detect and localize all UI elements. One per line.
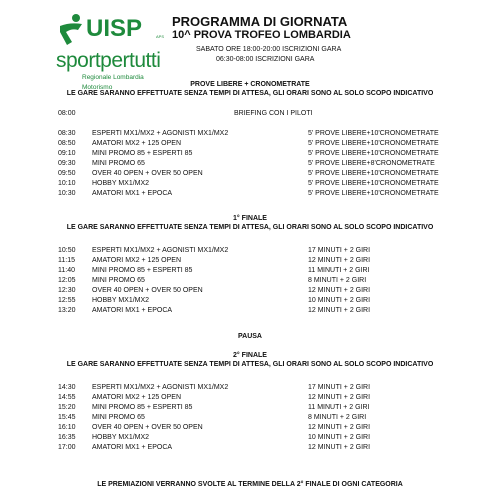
row-time: 11:40 xyxy=(58,267,75,274)
briefing-row xyxy=(0,109,500,119)
row-class: MINI PROMO 65 xyxy=(92,414,145,421)
row-class: ESPERTI MX1/MX2 + AGONISTI MX1/MX2 xyxy=(92,384,229,391)
registration-info-sunday: 06:30-08:00 ISCRIZIONI GARA xyxy=(216,56,315,63)
table-row xyxy=(0,423,500,433)
row-class: OVER 40 OPEN + OVER 50 OPEN xyxy=(92,170,203,177)
row-time: 12:55 xyxy=(58,297,76,304)
row-class: MINI PROMO 85 + ESPERTI 85 xyxy=(92,267,193,274)
table-row xyxy=(0,443,500,453)
row-time: 08:50 xyxy=(58,140,76,147)
row-time: 09:10 xyxy=(58,150,76,157)
row-time: 17:00 xyxy=(58,444,76,451)
table-row xyxy=(0,189,500,199)
logo-region: Regionale Lombardia xyxy=(82,74,144,81)
table-row xyxy=(0,393,500,403)
row-class: HOBBY MX1/MX2 xyxy=(92,297,150,304)
row-class: AMATORI MX2 + 125 OPEN xyxy=(92,140,182,147)
row-time: 10:30 xyxy=(58,190,76,197)
row-format: 5' PROVE LIBERE+10'CRONOMETRATE xyxy=(308,170,439,177)
row-class: HOBBY MX1/MX2 xyxy=(92,434,150,441)
logo-tagline: sportpertutti xyxy=(56,49,161,72)
row-class: AMATORI MX1 + EPOCA xyxy=(92,307,173,314)
table-row xyxy=(0,433,500,443)
row-class: AMATORI MX1 + EPOCA xyxy=(92,190,173,197)
row-format: 5' PROVE LIBERE+10'CRONOMETRATE xyxy=(308,150,439,157)
briefing-label: BRIEFING CON I PILOTI xyxy=(234,110,313,117)
table-row xyxy=(0,276,500,286)
table-row xyxy=(0,179,500,189)
section2-note: LE GARE SARANNO EFFETTUATE SENZA TEMPI DI ATTESA, GLI ORARI SONO AL SOLO SCOPO INDICATIVO xyxy=(66,224,434,231)
row-format: 5' PROVE LIBERE+10'CRONOMETRATE xyxy=(308,140,439,147)
table-row xyxy=(0,129,500,139)
section2-heading: 1° FINALE xyxy=(233,215,267,222)
row-class: OVER 40 OPEN + OVER 50 OPEN xyxy=(92,424,203,431)
table-row xyxy=(0,296,500,306)
pause-label: PAUSA xyxy=(238,333,262,340)
table-row xyxy=(0,306,500,316)
row-class: ESPERTI MX1/MX2 + AGONISTI MX1/MX2 xyxy=(92,130,229,137)
table-row xyxy=(0,256,500,266)
row-time: 16:35 xyxy=(58,434,76,441)
logo-sector: Motorismo xyxy=(82,84,113,91)
row-time: 15:45 xyxy=(58,414,76,421)
registration-info-saturday: SABATO ORE 18:00-20:00 ISCRIZIONI GARA xyxy=(196,46,342,53)
row-class: HOBBY MX1/MX2 xyxy=(92,180,150,187)
uisp-figure-icon xyxy=(56,12,86,46)
table-row xyxy=(0,413,500,423)
row-format: 17 MINUTI + 2 GIRI xyxy=(308,384,371,391)
row-format: 12 MINUTI + 2 GIRI xyxy=(308,287,371,294)
section3-heading: 2° FINALE xyxy=(233,352,267,359)
row-format: 12 MINUTI + 2 GIRI xyxy=(308,444,371,451)
row-time: 14:30 xyxy=(58,384,76,391)
section1-heading: PROVE LIBERE + CRONOMETRATE xyxy=(190,81,310,88)
row-time: 12:30 xyxy=(58,287,76,294)
row-format: 11 MINUTI + 2 GIRI xyxy=(308,404,370,411)
row-format: 17 MINUTI + 2 GIRI xyxy=(308,247,371,254)
row-format: 12 MINUTI + 2 GIRI xyxy=(308,257,371,264)
row-time: 14:55 xyxy=(58,394,76,401)
table-row xyxy=(0,266,500,276)
row-format: 12 MINUTI + 2 GIRI xyxy=(308,394,371,401)
row-time: 15:20 xyxy=(58,404,76,411)
row-format: 5' PROVE LIBERE+10'CRONOMETRATE xyxy=(308,180,439,187)
section1-note: LE GARE SARANNO EFFETTUATE SENZA TEMPI DI ATTESA, GLI ORARI SONO AL SOLO SCOPO INDICATIVO xyxy=(66,90,434,97)
table-row xyxy=(0,149,500,159)
row-class: OVER 40 OPEN + OVER 50 OPEN xyxy=(92,287,203,294)
row-class: AMATORI MX2 + 125 OPEN xyxy=(92,257,182,264)
row-format: 5' PROVE LIBERE+8'CRONOMETRATE xyxy=(308,160,435,167)
row-time: 11:15 xyxy=(58,257,75,264)
row-class: AMATORI MX2 + 125 OPEN xyxy=(92,394,182,401)
table-row xyxy=(0,286,500,296)
row-time: 10:10 xyxy=(58,180,76,187)
row-time: 13:20 xyxy=(58,307,76,314)
row-class: MINI PROMO 85 + ESPERTI 85 xyxy=(92,404,193,411)
row-format: 5' PROVE LIBERE+10'CRONOMETRATE xyxy=(308,190,439,197)
row-format: 12 MINUTI + 2 GIRI xyxy=(308,424,371,431)
row-time: 09:50 xyxy=(58,170,76,177)
row-format: 8 MINUTI + 2 GIRI xyxy=(308,277,367,284)
row-time: 09:30 xyxy=(58,160,76,167)
row-format: 8 MINUTI + 2 GIRI xyxy=(308,414,367,421)
table-row xyxy=(0,169,500,179)
briefing-time: 08:00 xyxy=(58,110,76,117)
row-class: MINI PROMO 65 xyxy=(92,160,145,167)
page-subtitle: 10^ PROVA TROFEO LOMBARDIA xyxy=(172,29,351,41)
row-time: 12:05 xyxy=(58,277,76,284)
table-row xyxy=(0,246,500,256)
row-format: 10 MINUTI + 2 GIRI xyxy=(308,434,371,441)
row-class: AMATORI MX1 + EPOCA xyxy=(92,444,173,451)
page-title: PROGRAMMA DI GIORNATA xyxy=(172,14,348,29)
logo-registered: APS xyxy=(156,34,165,39)
row-time: 10:50 xyxy=(58,247,76,254)
logo-brand: UISP xyxy=(86,15,143,42)
table-row xyxy=(0,403,500,413)
row-format: 5' PROVE LIBERE+10'CRONOMETRATE xyxy=(308,130,439,137)
section3-note: LE GARE SARANNO EFFETTUATE SENZA TEMPI DI ATTESA, GLI ORARI SONO AL SOLO SCOPO INDICATIVO xyxy=(66,361,434,368)
row-class: MINI PROMO 85 + ESPERTI 85 xyxy=(92,150,193,157)
row-format: 12 MINUTI + 2 GIRI xyxy=(308,307,371,314)
awards-footer: LE PREMIAZIONI VERRANNO SVOLTE AL TERMINE DELLA 2° FINALE DI OGNI CATEGORIA xyxy=(97,481,403,488)
table-row xyxy=(0,159,500,169)
table-row xyxy=(0,383,500,393)
row-class: MINI PROMO 65 xyxy=(92,277,145,284)
row-format: 10 MINUTI + 2 GIRI xyxy=(308,297,371,304)
row-class: ESPERTI MX1/MX2 + AGONISTI MX1/MX2 xyxy=(92,247,229,254)
row-format: 11 MINUTI + 2 GIRI xyxy=(308,267,370,274)
table-row xyxy=(0,139,500,149)
row-time: 08:30 xyxy=(58,130,76,137)
row-time: 16:10 xyxy=(58,424,76,431)
